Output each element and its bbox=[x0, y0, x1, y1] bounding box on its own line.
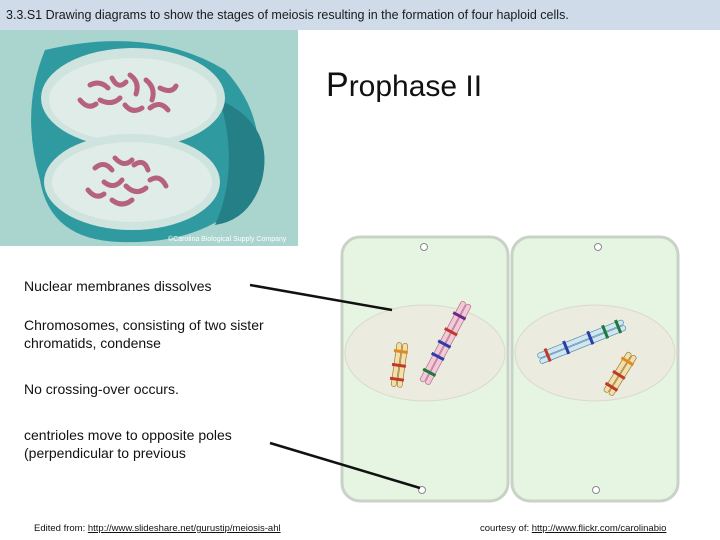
crossing-over-label: No crossing-over occurs. bbox=[24, 381, 179, 397]
footer-source: Edited from: http://www.slideshare.net/gurustip/meiosis-ahl bbox=[34, 523, 281, 534]
photo-credit: ©Carolina Biological Supply Company bbox=[168, 236, 287, 243]
footer-courtesy: courtesy of: http://www.flickr.com/carolinabio bbox=[480, 523, 667, 534]
title-bar bbox=[0, 0, 720, 30]
slide-title: 3.3.S1 Drawing diagrams to show the stages of meiosis resulting in the formation of four haploid cells. bbox=[6, 8, 569, 22]
page-title: Prophase II bbox=[326, 66, 483, 104]
chromosomes-label: Chromosomes, consisting of two sister chromatids, condense bbox=[24, 317, 264, 351]
courtesy-link[interactable]: http://www.flickr.com/carolinabio bbox=[531, 523, 667, 534]
centrioles-label: centrioles move to opposite poles (perpendicular to previous bbox=[24, 427, 232, 461]
source-link[interactable]: http://www.slideshare.net/gurustip/meiosis-ahl bbox=[87, 523, 281, 534]
nuclear-membrane-label: Nuclear membranes dissolves bbox=[24, 278, 212, 294]
micrograph-image bbox=[0, 30, 298, 246]
prophase-ii-diagram bbox=[340, 235, 680, 505]
